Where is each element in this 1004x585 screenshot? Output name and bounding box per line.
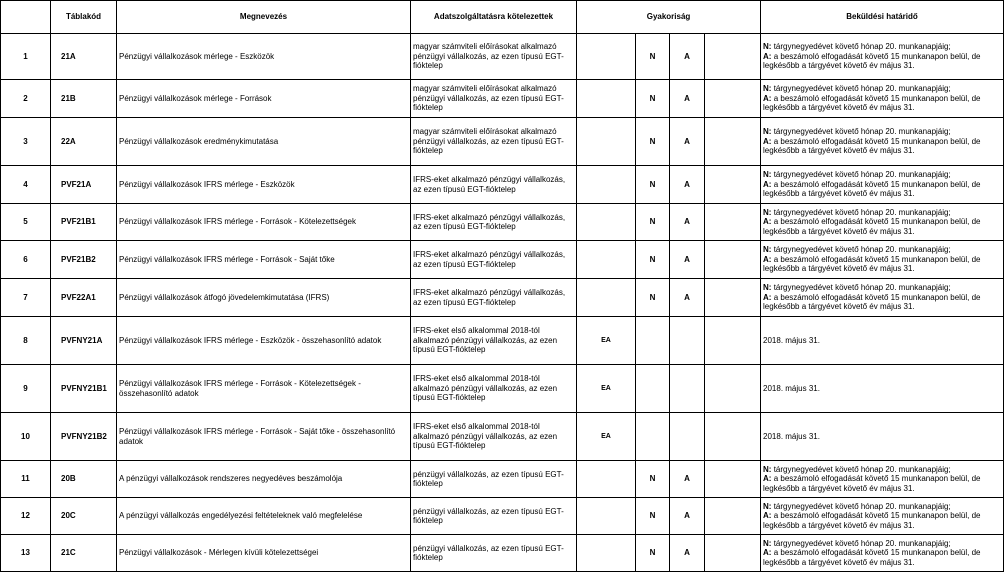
row-number: 5 <box>1 204 51 241</box>
table-name: Pénzügyi vállalkozások eredménykimutatása <box>117 118 411 166</box>
table-row <box>1 80 1004 118</box>
table-row <box>1 34 1004 80</box>
table-row <box>1 535 1004 572</box>
header-num <box>1 1 51 34</box>
deadline-cell <box>761 535 1004 572</box>
deadline-n-key: N: <box>763 42 772 52</box>
table-row <box>1 498 1004 535</box>
table-name: Pénzügyi vállalkozások mérlege - Eszközök <box>117 34 411 80</box>
frequency-ea <box>577 535 636 572</box>
frequency-empty <box>705 118 761 166</box>
frequency-ea: EA <box>577 317 636 365</box>
row-number: 1 <box>1 34 51 80</box>
table-code: 21B <box>51 80 117 118</box>
obligee-cell: IFRS-eket alkalmazó pénzügyi vállalkozás, az ezen típusú EGT-fióktelep <box>411 241 577 279</box>
row-number: 7 <box>1 279 51 317</box>
table-row <box>1 279 1004 317</box>
frequency-empty <box>705 34 761 80</box>
deadline-n-text: tárgynegyedévet követő hónap 20. munkanapjáig; <box>771 501 951 511</box>
deadline-a-key: A: <box>763 511 772 521</box>
frequency-a: A <box>670 166 705 204</box>
deadline-n-text: tárgynegyedévet követő hónap 20. munkanapjáig; <box>771 283 951 293</box>
frequency-n: N <box>636 535 670 572</box>
table-row <box>1 118 1004 166</box>
table-name: Pénzügyi vállalkozások - Mérlegen kívüli kötelezettségei <box>117 535 411 572</box>
frequency-n <box>636 317 670 365</box>
frequency-ea <box>577 118 636 166</box>
table-name: Pénzügyi vállalkozások IFRS mérlege - Források - Saját tőke - összehasonlító adatok <box>117 413 411 461</box>
deadline-n-key: N: <box>763 245 772 255</box>
table-name: A pénzügyi vállalkozás engedélyezési feltételeknek való megfelelése <box>117 498 411 535</box>
deadline-n-text: tárgynegyedévet követő hónap 20. munkanapjáig; <box>771 42 951 52</box>
table-row <box>1 413 1004 461</box>
deadline-cell <box>761 118 1004 166</box>
frequency-empty <box>705 535 761 572</box>
obligee-cell: pénzügyi vállalkozás, az ezen típusú EGT-fióktelep <box>411 535 577 572</box>
table-name: Pénzügyi vállalkozások mérlege - Források <box>117 80 411 118</box>
frequency-empty <box>705 498 761 535</box>
obligee-cell: IFRS-eket alkalmazó pénzügyi vállalkozás, az ezen típusú EGT-fióktelep <box>411 279 577 317</box>
header-code: Táblakód <box>51 1 117 34</box>
frequency-ea: EA <box>577 413 636 461</box>
frequency-ea <box>577 204 636 241</box>
obligee-cell: IFRS-eket alkalmazó pénzügyi vállalkozás, az ezen típusú EGT-fióktelep <box>411 204 577 241</box>
header-frequency: Gyakoriság <box>577 1 761 34</box>
deadline-n-text: tárgynegyedévet követő hónap 20. munkanapjáig; <box>771 245 951 255</box>
deadline-n-key: N: <box>763 501 772 511</box>
frequency-empty <box>705 365 761 413</box>
deadline-n-text: tárgynegyedévet követő hónap 20. munkanapjáig; <box>771 464 951 474</box>
frequency-empty <box>705 204 761 241</box>
frequency-ea <box>577 461 636 498</box>
table-code: 21C <box>51 535 117 572</box>
frequency-a <box>670 317 705 365</box>
deadline-cell <box>761 461 1004 498</box>
deadline-n-text: tárgynegyedévet követő hónap 20. munkanapjáig; <box>771 207 951 217</box>
obligee-cell: IFRS-eket alkalmazó pénzügyi vállalkozás, az ezen típusú EGT-fióktelep <box>411 166 577 204</box>
deadline-a-text: a beszámoló elfogadását követő 15 munkanapon belül, de legkésőbb a tárgyévet követő év május 31. <box>763 254 981 274</box>
deadline-cell: 2018. május 31. <box>761 413 1004 461</box>
table-code: 21A <box>51 34 117 80</box>
row-number: 13 <box>1 535 51 572</box>
deadline-cell: 2018. május 31. <box>761 317 1004 365</box>
deadline-a-key: A: <box>763 179 772 189</box>
frequency-ea: EA <box>577 365 636 413</box>
deadline-cell <box>761 166 1004 204</box>
frequency-a <box>670 413 705 461</box>
obligee-cell: magyar számviteli előírásokat alkalmazó pénzügyi vállalkozás, az ezen típusú EGT-fióktelep <box>411 80 577 118</box>
table-code: PVFNY21B2 <box>51 413 117 461</box>
table-name: Pénzügyi vállalkozások IFRS mérlege - Források - Kötelezettségek - összehasonlító adatok <box>117 365 411 413</box>
obligee-cell: pénzügyi vállalkozás, az ezen típusú EGT-fióktelep <box>411 498 577 535</box>
deadline-a-key: A: <box>763 136 772 146</box>
frequency-n: N <box>636 461 670 498</box>
table-code: PVF21A <box>51 166 117 204</box>
deadline-n-text: tárgynegyedévet követő hónap 20. munkanapjáig; <box>771 170 951 180</box>
deadline-a-key: A: <box>763 548 772 558</box>
table-name: Pénzügyi vállalkozások IFRS mérlege - Források - Kötelezettségek <box>117 204 411 241</box>
frequency-n: N <box>636 166 670 204</box>
deadline-a-key: A: <box>763 254 772 264</box>
deadline-n-key: N: <box>763 127 772 137</box>
obligee-cell: magyar számviteli előírásokat alkalmazó pénzügyi vállalkozás, az ezen típusú EGT-fióktelep <box>411 118 577 166</box>
frequency-empty <box>705 80 761 118</box>
deadline-cell <box>761 279 1004 317</box>
deadline-n-key: N: <box>763 464 772 474</box>
obligee-cell: IFRS-eket első alkalommal 2018-tól alkalmazó pénzügyi vállalkozás, az ezen típusú EGT-fióktelep <box>411 413 577 461</box>
header-row <box>1 1 1004 34</box>
deadline-a-key: A: <box>763 292 772 302</box>
table-row <box>1 204 1004 241</box>
frequency-a: A <box>670 34 705 80</box>
deadline-n-text: tárgynegyedévet követő hónap 20. munkanapjáig; <box>771 538 951 548</box>
frequency-ea <box>577 166 636 204</box>
deadline-n-key: N: <box>763 283 772 293</box>
frequency-empty <box>705 413 761 461</box>
table-code: PVFNY21A <box>51 317 117 365</box>
row-number: 6 <box>1 241 51 279</box>
table-row <box>1 166 1004 204</box>
table-row <box>1 241 1004 279</box>
header-deadline: Beküldési határidő <box>761 1 1004 34</box>
frequency-empty <box>705 279 761 317</box>
frequency-ea <box>577 241 636 279</box>
row-number: 10 <box>1 413 51 461</box>
table-code: 20B <box>51 461 117 498</box>
deadline-n-text: tárgynegyedévet követő hónap 20. munkanapjáig; <box>771 127 951 137</box>
frequency-ea <box>577 498 636 535</box>
deadline-a-text: a beszámoló elfogadását követő 15 munkanapon belül, de legkésőbb a tárgyévet követő év május 31. <box>763 179 981 199</box>
frequency-n: N <box>636 80 670 118</box>
frequency-a <box>670 365 705 413</box>
row-number: 9 <box>1 365 51 413</box>
deadline-a-key: A: <box>763 51 772 61</box>
table-name: A pénzügyi vállalkozások rendszeres negyedéves beszámolója <box>117 461 411 498</box>
table-code: 22A <box>51 118 117 166</box>
deadline-a-text: a beszámoló elfogadását követő 15 munkanapon belül, de legkésőbb a tárgyévet követő év május 31. <box>763 217 981 236</box>
table-code: PVF21B1 <box>51 204 117 241</box>
table-code: PVFNY21B1 <box>51 365 117 413</box>
table-row <box>1 365 1004 413</box>
frequency-ea <box>577 34 636 80</box>
frequency-n: N <box>636 241 670 279</box>
table-name: Pénzügyi vállalkozások átfogó jövedelemkimutatása (IFRS) <box>117 279 411 317</box>
deadline-a-key: A: <box>763 93 772 103</box>
deadline-cell <box>761 34 1004 80</box>
table-row <box>1 461 1004 498</box>
frequency-n: N <box>636 498 670 535</box>
obligee-cell: pénzügyi vállalkozás, az ezen típusú EGT-fióktelep <box>411 461 577 498</box>
frequency-a: A <box>670 118 705 166</box>
table-name: Pénzügyi vállalkozások IFRS mérlege - Eszközök - összehasonlító adatok <box>117 317 411 365</box>
row-number: 2 <box>1 80 51 118</box>
frequency-a: A <box>670 279 705 317</box>
header-obligee: Adatszolgáltatásra kötelezettek <box>411 1 577 34</box>
frequency-empty <box>705 166 761 204</box>
table-row <box>1 317 1004 365</box>
deadline-n-key: N: <box>763 207 772 217</box>
frequency-n: N <box>636 279 670 317</box>
deadline-a-key: A: <box>763 474 772 484</box>
table-name: Pénzügyi vállalkozások IFRS mérlege - Eszközök <box>117 166 411 204</box>
deadline-cell <box>761 204 1004 241</box>
frequency-a: A <box>670 241 705 279</box>
table-code: 20C <box>51 498 117 535</box>
table-body <box>1 34 1004 572</box>
row-number: 4 <box>1 166 51 204</box>
deadline-a-text: a beszámoló elfogadását követő 15 munkanapon belül, de legkésőbb a tárgyévet követő év május 31. <box>763 136 981 156</box>
frequency-n: N <box>636 118 670 166</box>
frequency-n: N <box>636 34 670 80</box>
frequency-ea <box>577 279 636 317</box>
table-code: PVF22A1 <box>51 279 117 317</box>
row-number: 12 <box>1 498 51 535</box>
obligee-cell: IFRS-eket első alkalommal 2018-tól alkalmazó pénzügyi vállalkozás, az ezen típusú EGT-fióktelep <box>411 365 577 413</box>
deadline-a-text: a beszámoló elfogadását követő 15 munkanapon belül, de legkésőbb a tárgyévet követő év május 31. <box>763 511 981 530</box>
frequency-empty <box>705 461 761 498</box>
table-code: PVF21B2 <box>51 241 117 279</box>
frequency-n: N <box>636 204 670 241</box>
deadline-cell: 2018. május 31. <box>761 365 1004 413</box>
frequency-empty <box>705 241 761 279</box>
frequency-a: A <box>670 535 705 572</box>
frequency-a: A <box>670 498 705 535</box>
deadline-cell <box>761 241 1004 279</box>
frequency-a: A <box>670 80 705 118</box>
frequency-empty <box>705 317 761 365</box>
deadline-a-key: A: <box>763 217 772 227</box>
deadline-cell <box>761 498 1004 535</box>
deadline-cell <box>761 80 1004 118</box>
frequency-a: A <box>670 204 705 241</box>
frequency-ea <box>577 80 636 118</box>
deadline-n-key: N: <box>763 84 772 94</box>
deadline-a-text: a beszámoló elfogadását követő 15 munkanapon belül, de legkésőbb a tárgyévet követő év május 31. <box>763 292 981 312</box>
table-name: Pénzügyi vállalkozások IFRS mérlege - Források - Saját tőke <box>117 241 411 279</box>
deadline-a-text: a beszámoló elfogadását követő 15 munkanapon belül, de legkésőbb a tárgyévet követő év május 31. <box>763 93 981 113</box>
obligee-cell: magyar számviteli előírásokat alkalmazó pénzügyi vállalkozás, az ezen típusú EGT-fióktelep <box>411 34 577 80</box>
deadline-a-text: a beszámoló elfogadását követő 15 munkanapon belül, de legkésőbb a tárgyévet követő év május 31. <box>763 474 981 493</box>
frequency-a: A <box>670 461 705 498</box>
frequency-n <box>636 413 670 461</box>
header-name: Megnevezés <box>117 1 411 34</box>
deadline-n-key: N: <box>763 170 772 180</box>
deadline-a-text: a beszámoló elfogadását követő 15 munkanapon belül, de legkésőbb a tárgyévet követő év május 31. <box>763 548 981 567</box>
row-number: 11 <box>1 461 51 498</box>
row-number: 3 <box>1 118 51 166</box>
deadline-n-key: N: <box>763 538 772 548</box>
frequency-n <box>636 365 670 413</box>
row-number: 8 <box>1 317 51 365</box>
obligee-cell: IFRS-eket első alkalommal 2018-tól alkalmazó pénzügyi vállalkozás, az ezen típusú EGT-fióktelep <box>411 317 577 365</box>
deadline-n-text: tárgynegyedévet követő hónap 20. munkanapjáig; <box>771 84 951 94</box>
deadline-a-text: a beszámoló elfogadását követő 15 munkanapon belül, de legkésőbb a tárgyévet követő év május 31. <box>763 51 981 71</box>
